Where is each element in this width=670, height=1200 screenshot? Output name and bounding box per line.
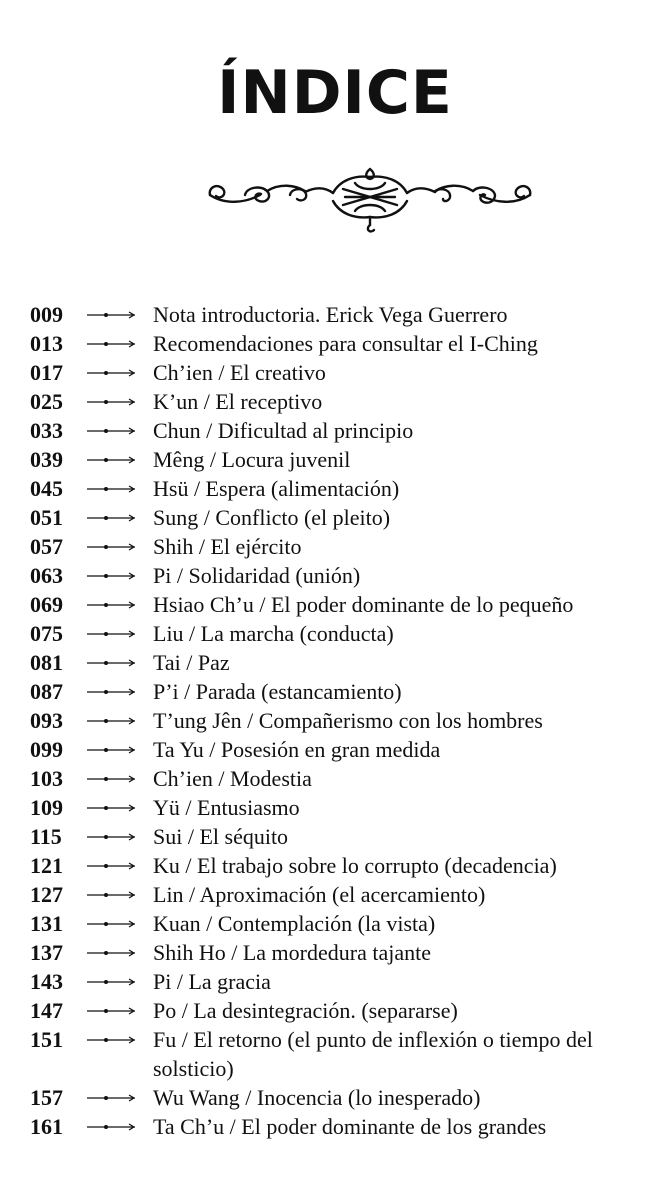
- dot-arrow-icon: [86, 773, 136, 785]
- page-number: 099: [30, 737, 63, 762]
- dot-arrow-icon: [86, 947, 136, 959]
- entry-title: Nota introductoria. Erick Vega Guerrero: [153, 302, 508, 327]
- flourish-ornament-icon: [205, 165, 535, 235]
- entry-title: T’ung Jên / Compañerismo con los hombres: [153, 708, 543, 733]
- toc-entry: [0, 996, 670, 1025]
- entry-title: Pi / Solidaridad (unión): [153, 563, 361, 588]
- entry-title: Sung / Conflicto (el pleito): [153, 505, 391, 530]
- dot-arrow-icon: [86, 657, 136, 669]
- entry-title: Fu / El retorno (el punto de inflexión o tiempo del solsticio): [153, 1027, 593, 1081]
- dot-arrow-icon: [86, 309, 136, 321]
- page-number: 075: [30, 621, 63, 646]
- page-number: 151: [30, 1027, 63, 1052]
- dot-arrow-icon: [86, 570, 136, 582]
- page-number: 157: [30, 1085, 63, 1110]
- toc-entry: [0, 822, 670, 851]
- page-number: 143: [30, 969, 63, 994]
- entry-title: Wu Wang / Inocencia (lo inesperado): [153, 1085, 481, 1110]
- page-number: 131: [30, 911, 63, 936]
- entry-title: Ta Ch’u / El poder dominante de los grandes: [153, 1114, 547, 1139]
- toc-entry: [0, 793, 670, 822]
- toc-entry: [0, 677, 670, 706]
- page-number: 147: [30, 998, 63, 1023]
- page-number: 081: [30, 650, 63, 675]
- page-number: 009: [30, 302, 63, 327]
- toc-entry: [0, 764, 670, 793]
- page-number: 063: [30, 563, 63, 588]
- page-number: 033: [30, 418, 63, 443]
- entry-title: Hsiao Ch’u / El poder dominante de lo pequeño: [153, 592, 574, 617]
- toc-entry: [0, 880, 670, 909]
- toc-entry: [0, 706, 670, 735]
- dot-arrow-icon: [86, 1121, 136, 1133]
- entry-title: Mêng / Locura juvenil: [153, 447, 351, 472]
- dot-arrow-icon: [86, 715, 136, 727]
- page-title: ÍNDICE: [217, 58, 453, 128]
- toc-entry: [0, 590, 670, 619]
- dot-arrow-icon: [86, 802, 136, 814]
- dot-arrow-icon: [86, 599, 136, 611]
- dot-arrow-icon: [86, 1092, 136, 1104]
- toc-entry: [0, 1083, 670, 1112]
- dot-arrow-icon: [86, 396, 136, 408]
- toc-entry: [0, 1112, 670, 1141]
- dot-arrow-icon: [86, 918, 136, 930]
- toc-entry: [0, 503, 670, 532]
- entry-title: Shih / El ejército: [153, 534, 302, 559]
- entry-title: Tai / Paz: [153, 650, 230, 675]
- page-number: 025: [30, 389, 63, 414]
- entry-title: Hsü / Espera (alimentación): [153, 476, 400, 501]
- dot-arrow-icon: [86, 628, 136, 640]
- entry-title: Ch’ien / El creativo: [153, 360, 326, 385]
- entry-title: Chun / Dificultad al principio: [153, 418, 414, 443]
- dot-arrow-icon: [86, 367, 136, 379]
- dot-arrow-icon: [86, 860, 136, 872]
- dot-arrow-icon: [86, 454, 136, 466]
- toc-entry: [0, 1025, 670, 1083]
- dot-arrow-icon: [86, 541, 136, 553]
- entry-title: P’i / Parada (estancamiento): [153, 679, 402, 704]
- entry-title: Pi / La gracia: [153, 969, 271, 994]
- entry-title: Ku / El trabajo sobre lo corrupto (decadencia): [153, 853, 557, 878]
- page-number: 103: [30, 766, 63, 791]
- dot-arrow-icon: [86, 1005, 136, 1017]
- dot-arrow-icon: [86, 889, 136, 901]
- dot-arrow-icon: [86, 483, 136, 495]
- dot-arrow-icon: [86, 686, 136, 698]
- page-number: 115: [30, 824, 62, 849]
- toc-entry: [0, 619, 670, 648]
- entry-title: Liu / La marcha (conducta): [153, 621, 394, 646]
- entry-title: Ta Yu / Posesión en gran medida: [153, 737, 441, 762]
- page-number: 121: [30, 853, 63, 878]
- toc-entry: [0, 851, 670, 880]
- page-number: 057: [30, 534, 63, 559]
- page-number: 093: [30, 708, 63, 733]
- toc-entry: [0, 445, 670, 474]
- dot-arrow-icon: [86, 1034, 136, 1046]
- toc-entry: [0, 561, 670, 590]
- toc-entry: [0, 909, 670, 938]
- table-of-contents: [0, 300, 670, 1141]
- page-number: 127: [30, 882, 63, 907]
- toc-entry: [0, 735, 670, 764]
- toc-entry: [0, 329, 670, 358]
- entry-title: Po / La desintegración. (separarse): [153, 998, 458, 1023]
- dot-arrow-icon: [86, 831, 136, 843]
- entry-title: Kuan / Contemplación (la vista): [153, 911, 436, 936]
- dot-arrow-icon: [86, 425, 136, 437]
- page-number: 087: [30, 679, 63, 704]
- page-number: 051: [30, 505, 63, 530]
- toc-entry: [0, 416, 670, 445]
- toc-entry: [0, 387, 670, 416]
- dot-arrow-icon: [86, 976, 136, 988]
- toc-entry: [0, 358, 670, 387]
- entry-title: K’un / El receptivo: [153, 389, 323, 414]
- entry-title: Shih Ho / La mordedura tajante: [153, 940, 431, 965]
- toc-entry: [0, 648, 670, 677]
- page-number: 069: [30, 592, 63, 617]
- page-number: 039: [30, 447, 63, 472]
- entry-title: Sui / El séquito: [153, 824, 289, 849]
- toc-entry: [0, 474, 670, 503]
- dot-arrow-icon: [86, 744, 136, 756]
- page-number: 013: [30, 331, 63, 356]
- entry-title: Ch’ien / Modestia: [153, 766, 312, 791]
- entry-title: Yü / Entusiasmo: [153, 795, 300, 820]
- dot-arrow-icon: [86, 338, 136, 350]
- page-number: 137: [30, 940, 63, 965]
- page-number: 017: [30, 360, 63, 385]
- toc-entry: [0, 938, 670, 967]
- entry-title: Lin / Aproximación (el acercamiento): [153, 882, 486, 907]
- toc-entry: [0, 532, 670, 561]
- page-number: 161: [30, 1114, 63, 1139]
- dot-arrow-icon: [86, 512, 136, 524]
- toc-entry: [0, 967, 670, 996]
- toc-entry: [0, 300, 670, 329]
- page-number: 045: [30, 476, 63, 501]
- entry-title: Recomendaciones para consultar el I-Ching: [153, 331, 538, 356]
- page-number: 109: [30, 795, 63, 820]
